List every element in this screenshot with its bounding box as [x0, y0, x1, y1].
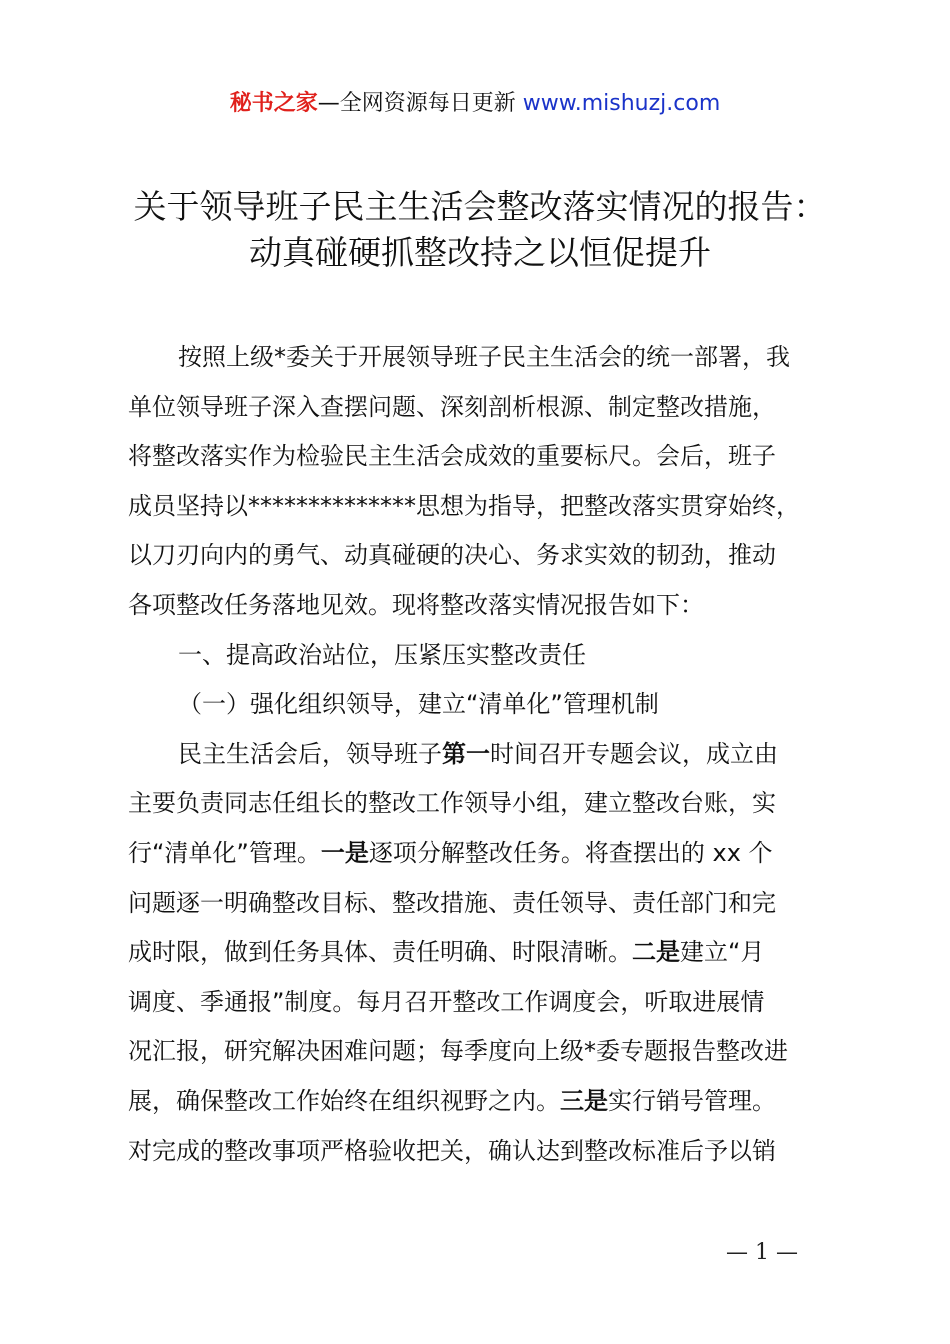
site-url[interactable]: www.mishuzj.com — [522, 91, 721, 116]
paragraph-line: 况汇报，研究解决困难问题；每季度向上级*委专题报告整改进 — [128, 1037, 788, 1066]
paragraph-line: 成员坚持以**************思想为指导，把整改落实贯穿始终， — [128, 491, 800, 520]
paragraph-line — [128, 1077, 834, 1127]
bold-run: 一是 — [320, 838, 369, 867]
paragraph-line — [128, 829, 834, 879]
paragraph-line: 问题逐一明确整改目标、整改措施、责任领导、责任部门和完 — [128, 888, 776, 917]
bold-run: 三是 — [560, 1086, 608, 1115]
title-line-2: 动真碰硬抓整改持之以恒促提升 — [249, 233, 711, 272]
text-run: 民主生活会后，领导班子 — [178, 739, 442, 768]
paragraph-line: 以刀刃向内的勇气、动真碰硬的决心、务求实效的韧劲，推动 — [128, 541, 776, 570]
text-run: 展，确保整改工作始终在组织视野之内。 — [128, 1086, 560, 1115]
section-heading: 一、提高政治站位，压紧压实整改责任 — [178, 640, 586, 669]
subsection-heading: （一）强化组织领导，建立“清单化”管理机制 — [178, 690, 659, 719]
text-run: 时间召开专题会议，成立由 — [490, 739, 778, 768]
paragraph-line: 将整改落实作为检验民主生活会成效的重要标尺。会后，班子 — [128, 442, 776, 471]
text-run: 建立“月 — [680, 938, 765, 967]
text-run: 成时限，做到任务具体、责任明确、时限清晰。 — [128, 938, 632, 967]
bold-run: 二是 — [632, 938, 680, 967]
text-run: 逐项分解整改任务。将查摆出的 xx 个 — [368, 838, 773, 867]
paragraph-line: 各项整改任务落地见效。现将整改落实情况报告如下： — [128, 590, 704, 619]
paragraph-line — [128, 730, 834, 780]
text-run: 实行销号管理。 — [608, 1086, 776, 1115]
bold-run: 第一 — [442, 739, 490, 768]
paragraph-line: 按照上级*委关于开展领导班子民主生活会的统一部署，我 — [178, 343, 790, 371]
site-header — [0, 88, 950, 120]
paragraph-line: 调度、季通报”制度。每月召开整改工作调度会，听取进展情 — [128, 987, 765, 1016]
paragraph-line — [128, 928, 834, 978]
text-run: 行“清单化”管理。 — [128, 838, 321, 867]
paragraph-line: 主要负责同志任组长的整改工作领导小组，建立整改台账，实 — [128, 789, 776, 818]
page-number: — 1 — — [726, 1240, 798, 1265]
title-line-1: 关于领导班子民主生活会整改落实情况的报告： — [133, 187, 827, 226]
paragraph-line: 单位领导班子深入查摆问题、深刻剖析根源、制定整改措施， — [128, 392, 776, 421]
paragraph-line: 对完成的整改事项严格验收把关，确认达到整改标准后予以销 — [128, 1136, 776, 1165]
brand-name: 秘书之家 — [229, 91, 318, 116]
document-body — [128, 333, 834, 1176]
header-tagline: —全网资源每日更新 — [317, 91, 523, 116]
document-title — [100, 184, 860, 276]
